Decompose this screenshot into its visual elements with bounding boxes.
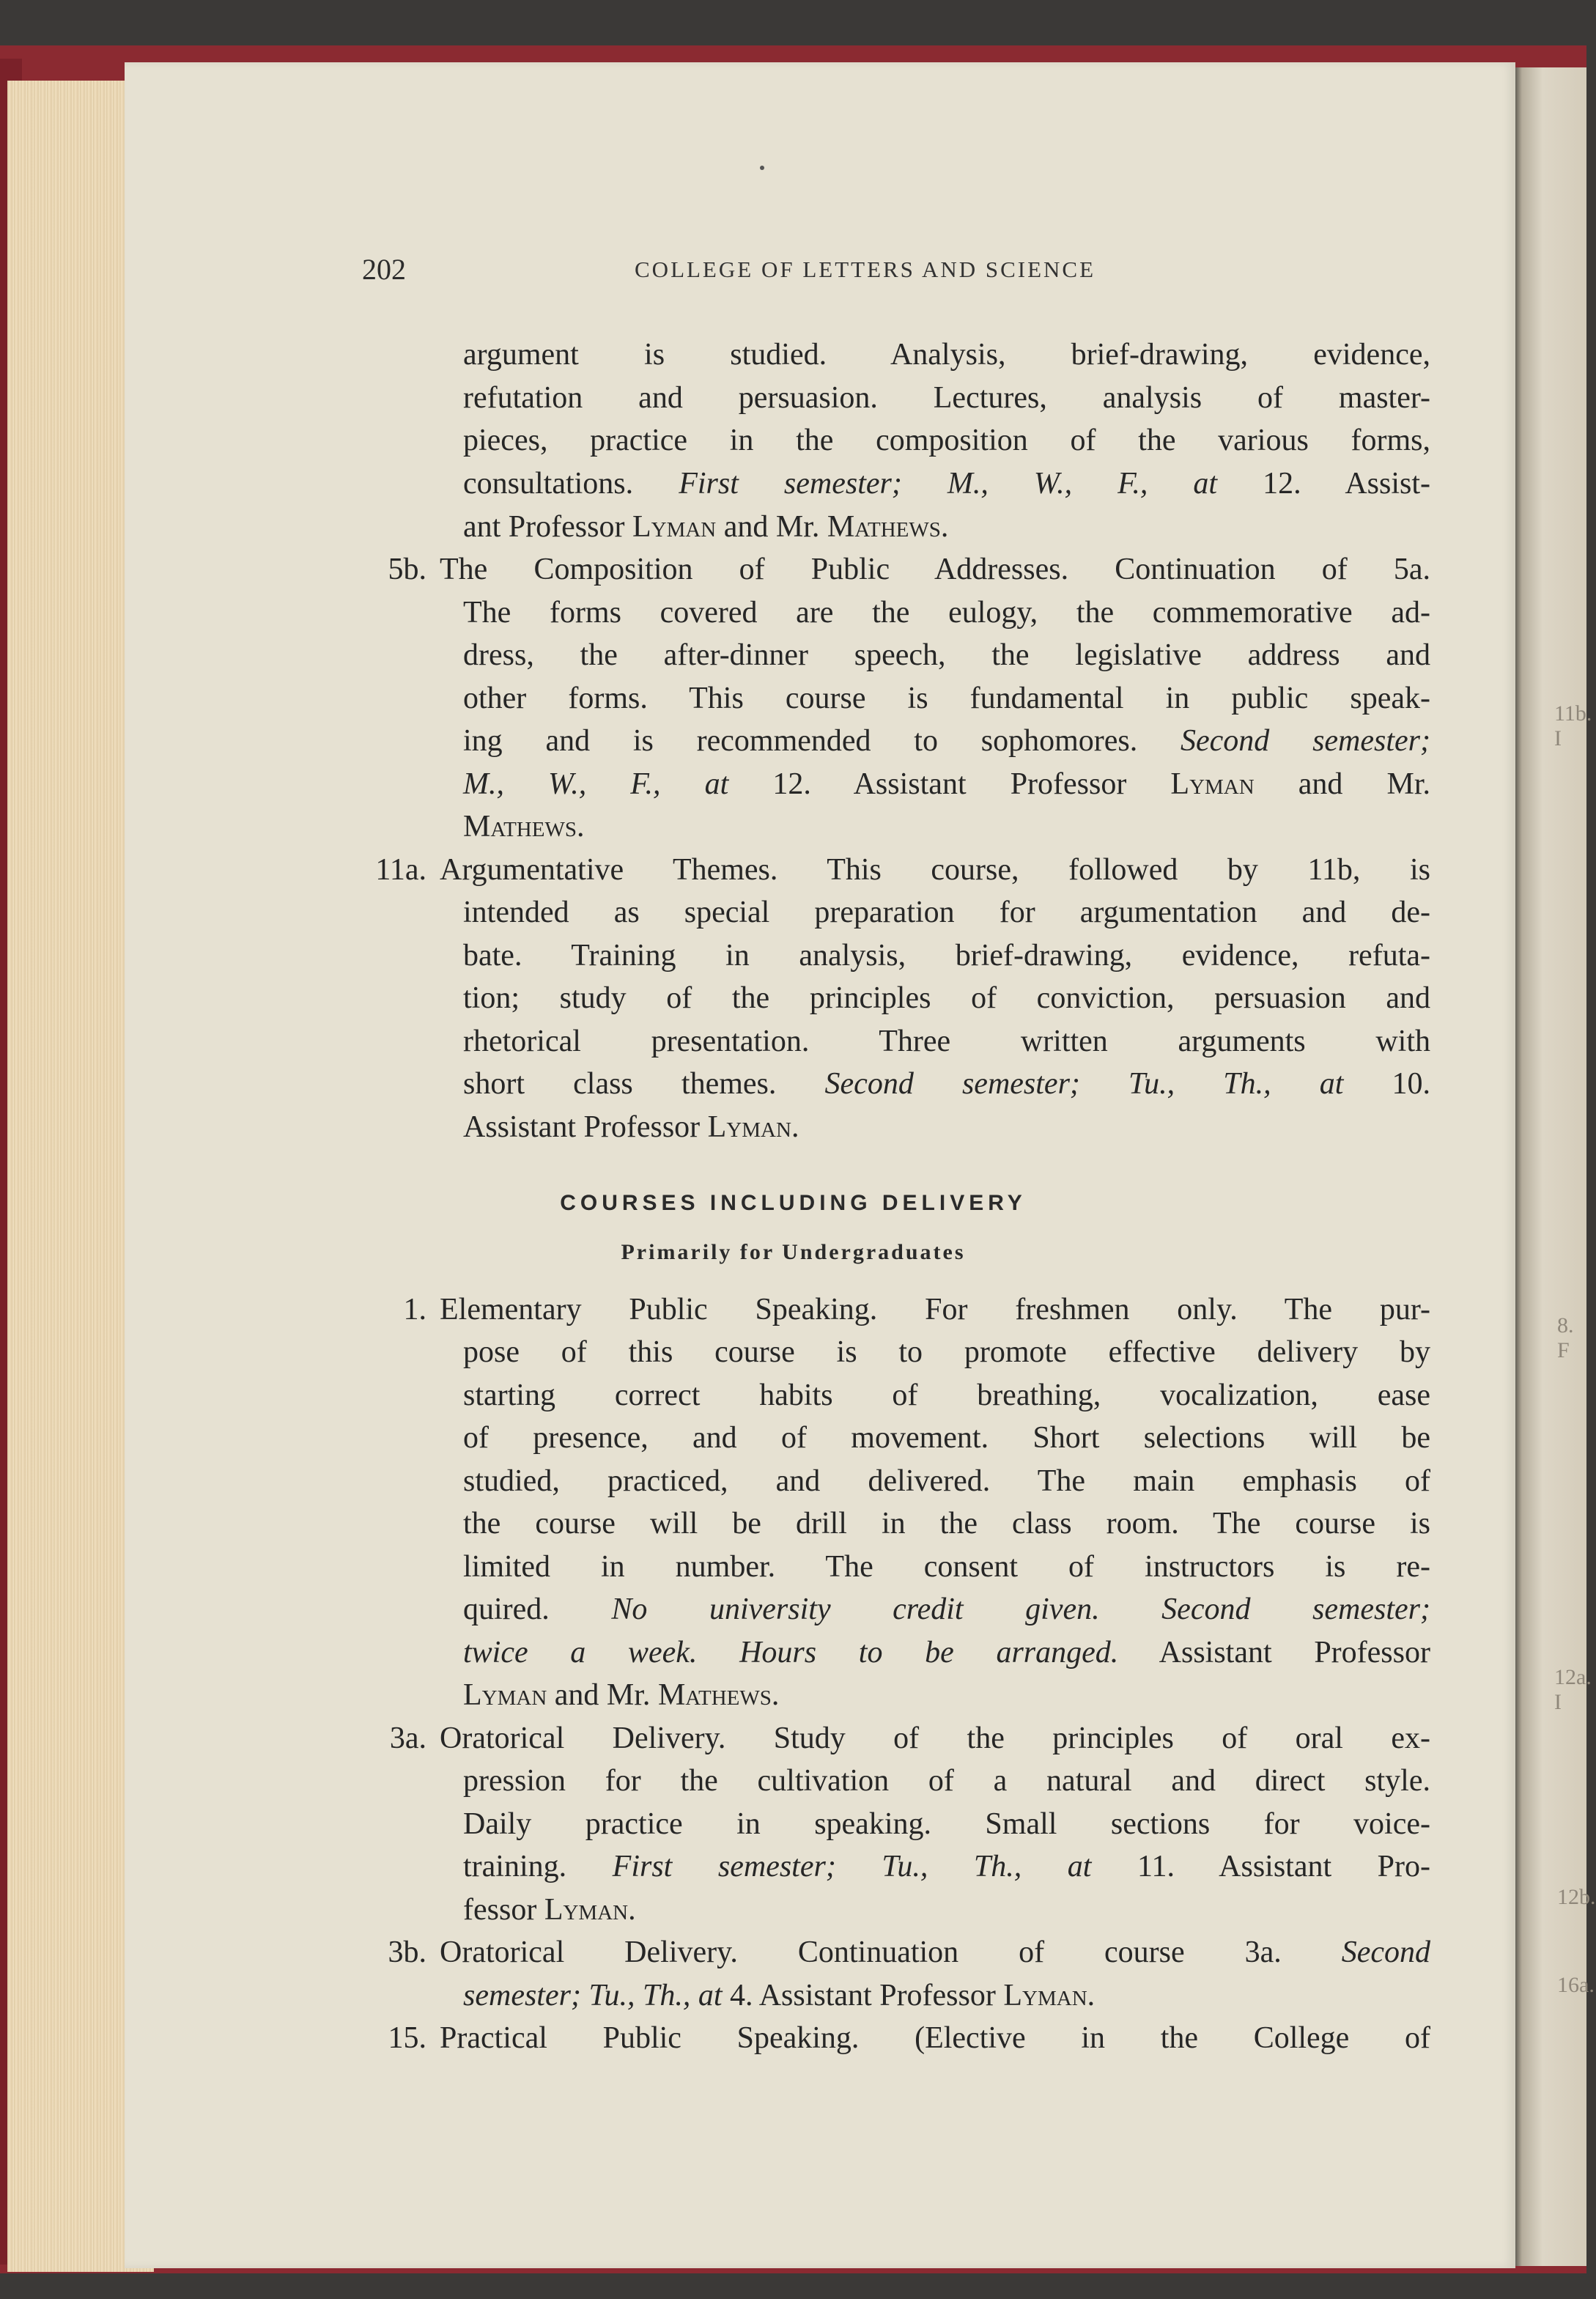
text-line: Lyman and Mr. Mathews.	[463, 1678, 780, 1712]
text-line: M., W., F., at 12. Assistant Professor Lyman and Mr.	[463, 767, 1431, 801]
section-heading: COURSES INCLUDING DELIVERY	[560, 1191, 1027, 1215]
text-line: pieces, practice in the composition of the various forms,	[463, 424, 1430, 457]
text-line: The Composition of Public Addresses. Continuation of 5a.	[440, 553, 1430, 586]
text-line: dress, the after-dinner speech, the legislative address and	[463, 638, 1430, 672]
bleed-text: 12b.	[1557, 1885, 1596, 1909]
text-line: consultations. First semester; M., W., F., at 12. Assist-	[463, 467, 1431, 501]
facing-page	[1513, 67, 1596, 2266]
text-line: Oratorical Delivery. Continuation of course 3a. Second	[440, 1935, 1430, 1969]
text-line: studied, practiced, and delivered. The main emphasis of	[463, 1464, 1430, 1498]
text-line: Assistant Professor Lyman.	[463, 1110, 799, 1144]
text-line: refutation and persuasion. Lectures, analysis of master-	[463, 381, 1430, 415]
text-line: ant Professor Lyman and Mr. Mathews.	[463, 510, 949, 544]
text-line: quired. No university credit given. Second semester;	[463, 1593, 1430, 1626]
text-line: intended as special preparation for argumentation and de-	[463, 896, 1430, 929]
text-line: The forms covered are the eulogy, the commemorative ad-	[463, 596, 1430, 630]
course-number: 15.	[388, 2021, 426, 2055]
text-line: limited in number. The consent of instructors is re-	[463, 1550, 1430, 1584]
course-number: 5b.	[388, 553, 426, 586]
text-line: bate. Training in analysis, brief-drawing, evidence, refuta-	[463, 939, 1430, 973]
text-line: fessor Lyman.	[463, 1893, 636, 1927]
section-subheading: Primarily for Undergraduates	[621, 1240, 966, 1264]
text-line: tion; study of the principles of conviction, persuasion and	[463, 981, 1430, 1015]
page-speck	[760, 166, 764, 170]
text-line: ing and is recommended to sophomores. Second semester;	[463, 724, 1431, 758]
text-line: training. First semester; Tu., Th., at 11. Assistant Pro-	[463, 1850, 1431, 1883]
text-line: starting correct habits of breathing, vocalization, ease	[463, 1379, 1430, 1412]
text-line: Argumentative Themes. This course, followed by 11b, is	[440, 853, 1430, 887]
text-line: twice a week. Hours to be arranged. Assistant Professor	[463, 1636, 1430, 1669]
course-number: 11a.	[375, 853, 426, 887]
text-line: Practical Public Speaking. (Elective in the College of	[440, 2021, 1430, 2055]
text-line: the course will be drill in the class room. The course is	[463, 1507, 1430, 1540]
bleed-text: 8. F	[1557, 1313, 1574, 1362]
course-number: 1.	[403, 1293, 426, 1326]
bleed-text: 16a.	[1557, 1973, 1595, 1997]
course-number: 3b.	[388, 1935, 426, 1969]
text-line: Daily practice in speaking. Small sections for voice-	[463, 1807, 1430, 1841]
text-line: of presence, and of movement. Short selections will be	[463, 1421, 1430, 1455]
text-line: argument is studied. Analysis, brief-drawing, evidence,	[463, 338, 1430, 372]
text-line: short class themes. Second semester; Tu., Th., at 10.	[463, 1067, 1431, 1101]
text-line: rhetorical presentation. Three written arguments with	[463, 1025, 1430, 1058]
text-line: Mathews.	[463, 810, 585, 844]
text-line: pression for the cultivation of a natural and direct style.	[463, 1764, 1430, 1798]
text-line: semester; Tu., Th., at 4. Assistant Professor Lyman.	[463, 1979, 1096, 2012]
course-number: 3a.	[389, 1722, 426, 1755]
bleed-text: 12a. I	[1554, 1665, 1592, 1714]
text-line: Elementary Public Speaking. For freshmen only. The pur-	[440, 1293, 1430, 1326]
page-number: 202	[362, 253, 406, 286]
bleed-text: 11b. I	[1554, 701, 1592, 750]
text-line: pose of this course is to promote effective delivery by	[463, 1335, 1430, 1369]
text-line: Oratorical Delivery. Study of the principles of oral ex-	[440, 1722, 1430, 1755]
text-line: other forms. This course is fundamental in public speak-	[463, 682, 1430, 715]
running-head: COLLEGE OF LETTERS AND SCIENCE	[635, 257, 1096, 282]
